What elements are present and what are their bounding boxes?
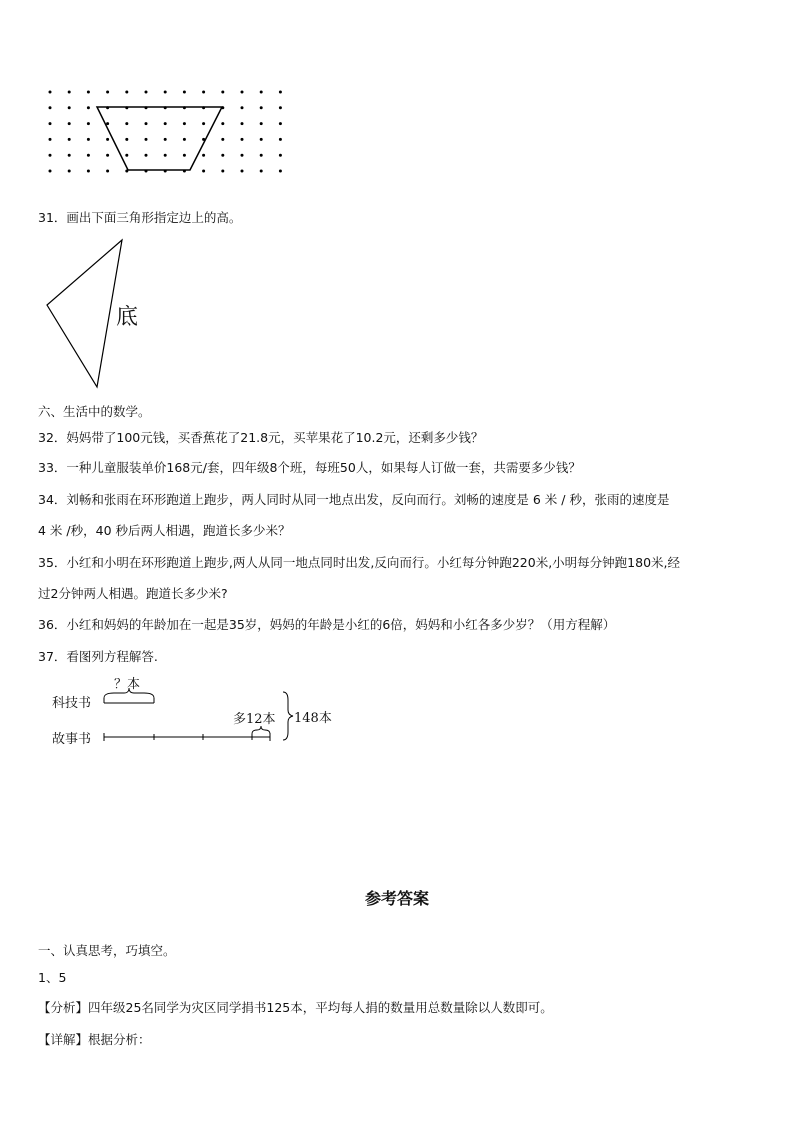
grid-dot: [241, 91, 244, 94]
grid-dot: [49, 138, 52, 141]
grid-dot: [202, 91, 205, 94]
grid-dot: [241, 138, 244, 141]
answers-section-1: 一、认真思考，巧填空。: [38, 943, 176, 958]
grid-dot: [183, 154, 186, 157]
grid-dot: [125, 138, 128, 141]
grid-dot: [183, 91, 186, 94]
grid-dot: [260, 138, 263, 141]
grid-dot: [202, 154, 205, 157]
answer-analysis: 【分析】四年级25名同学为灾区同学捐书125本，平均每人捐的数量用总数量除以人数即可。: [38, 1000, 553, 1015]
question-34-line-2: 4 米 /秒，40 秒后两人相遇，跑道长多少米？: [38, 523, 291, 538]
grid-dot: [87, 91, 90, 94]
grid-dot: [221, 91, 224, 94]
grid-dot: [164, 138, 167, 141]
grid-dot: [125, 91, 128, 94]
question-37: 37．看图列方程解答.: [38, 649, 158, 664]
grid-dot: [68, 138, 71, 141]
question-35-line-2: 过2分钟两人相遇。跑道长多少米?: [38, 586, 228, 601]
question-35-line-1: 35．小红和小明在环形跑道上跑步,两人从同一地点同时出发,反向而行。小红每分钟跑220米,小明每分钟跑180米,经: [38, 555, 681, 570]
grid-dot: [279, 122, 282, 125]
grid-dot: [87, 138, 90, 141]
grid-dot: [260, 170, 263, 173]
grid-dot: [145, 122, 148, 125]
grid-dot: [279, 106, 282, 109]
question-33: 33．一种儿童服装单价168元/套，四年级8个班，每班50人，如果每人订做一套，共需要多少钱？: [38, 460, 581, 475]
answer-1: 1、5: [38, 970, 67, 985]
grid-dot: [221, 154, 224, 157]
unknown-brace: [104, 688, 154, 698]
bar-label-story-books: 故事书: [52, 732, 92, 747]
unknown-count-label: ？本: [114, 677, 141, 692]
triangle-base-label: 底: [116, 305, 139, 330]
grid-dot: [49, 122, 52, 125]
grid-dot: [68, 106, 71, 109]
grid-dot: [49, 106, 52, 109]
grid-dot: [68, 154, 71, 157]
grid-dot: [241, 170, 244, 173]
grid-dot: [68, 170, 71, 173]
grid-dot: [202, 122, 205, 125]
grid-dot: [68, 91, 71, 94]
grid-dot: [49, 154, 52, 157]
grid-dot: [49, 170, 52, 173]
grid-dot: [87, 170, 90, 173]
triangle-figure: [40, 235, 160, 395]
question-34-line-1: 34．刘畅和张雨在环形跑道上跑步，两人同时从同一地点出发，反向而行。刘畅的速度是 6 米 / 秒，张雨的速度是: [38, 492, 670, 507]
extra-brace: [252, 726, 270, 734]
grid-dot: [279, 170, 282, 173]
bar-label-tech-books: 科技书: [52, 696, 92, 711]
grid-dot: [87, 106, 90, 109]
grid-dot: [202, 170, 205, 173]
grid-dot: [183, 138, 186, 141]
grid-dot: [106, 154, 109, 157]
total-count-label: 148本: [294, 711, 332, 726]
question-32: 32．妈妈带了100元钱，买香蕉花了21.8元，买苹果花了10.2元，还剩多少钱？: [38, 430, 484, 445]
bar-diagram: [100, 680, 300, 750]
dot-grid: [49, 91, 282, 173]
grid-dot: [87, 154, 90, 157]
grid-dot: [241, 154, 244, 157]
grid-dot: [221, 122, 224, 125]
grid-dot: [260, 154, 263, 157]
grid-dot: [260, 122, 263, 125]
grid-dot: [279, 138, 282, 141]
grid-dot: [221, 170, 224, 173]
grid-dot: [68, 122, 71, 125]
section-6-heading: 六、生活中的数学。: [38, 404, 151, 419]
extra-count-label: 多12本: [233, 712, 276, 727]
dot-grid-figure: [40, 85, 295, 195]
answers-title: 参考答案: [364, 889, 429, 908]
total-brace: [283, 692, 293, 740]
grid-dot: [164, 91, 167, 94]
grid-dot: [145, 91, 148, 94]
grid-dot: [106, 91, 109, 94]
grid-dot: [106, 170, 109, 173]
grid-dot: [87, 122, 90, 125]
question-31: 31．画出下面三角形指定边上的高。: [38, 210, 242, 225]
grid-dot: [279, 154, 282, 157]
question-36: 36．小红和妈妈的年龄加在一起是35岁，妈妈的年龄是小红的6倍，妈妈和小红各多少岁？（用方程解）: [38, 617, 616, 632]
grid-dot: [221, 138, 224, 141]
grid-dot: [241, 122, 244, 125]
grid-dot: [241, 106, 244, 109]
grid-dot: [164, 154, 167, 157]
triangle-shape: [47, 240, 122, 387]
grid-dot: [125, 122, 128, 125]
grid-dot: [49, 91, 52, 94]
grid-dot: [260, 106, 263, 109]
grid-dot: [164, 122, 167, 125]
grid-dot: [183, 122, 186, 125]
grid-dot: [106, 122, 109, 125]
grid-dot: [125, 154, 128, 157]
grid-dot: [279, 91, 282, 94]
grid-dot: [260, 91, 263, 94]
answer-detail: 【详解】根据分析：: [38, 1032, 151, 1047]
grid-dot: [145, 154, 148, 157]
grid-dot: [145, 138, 148, 141]
grid-dot: [106, 138, 109, 141]
